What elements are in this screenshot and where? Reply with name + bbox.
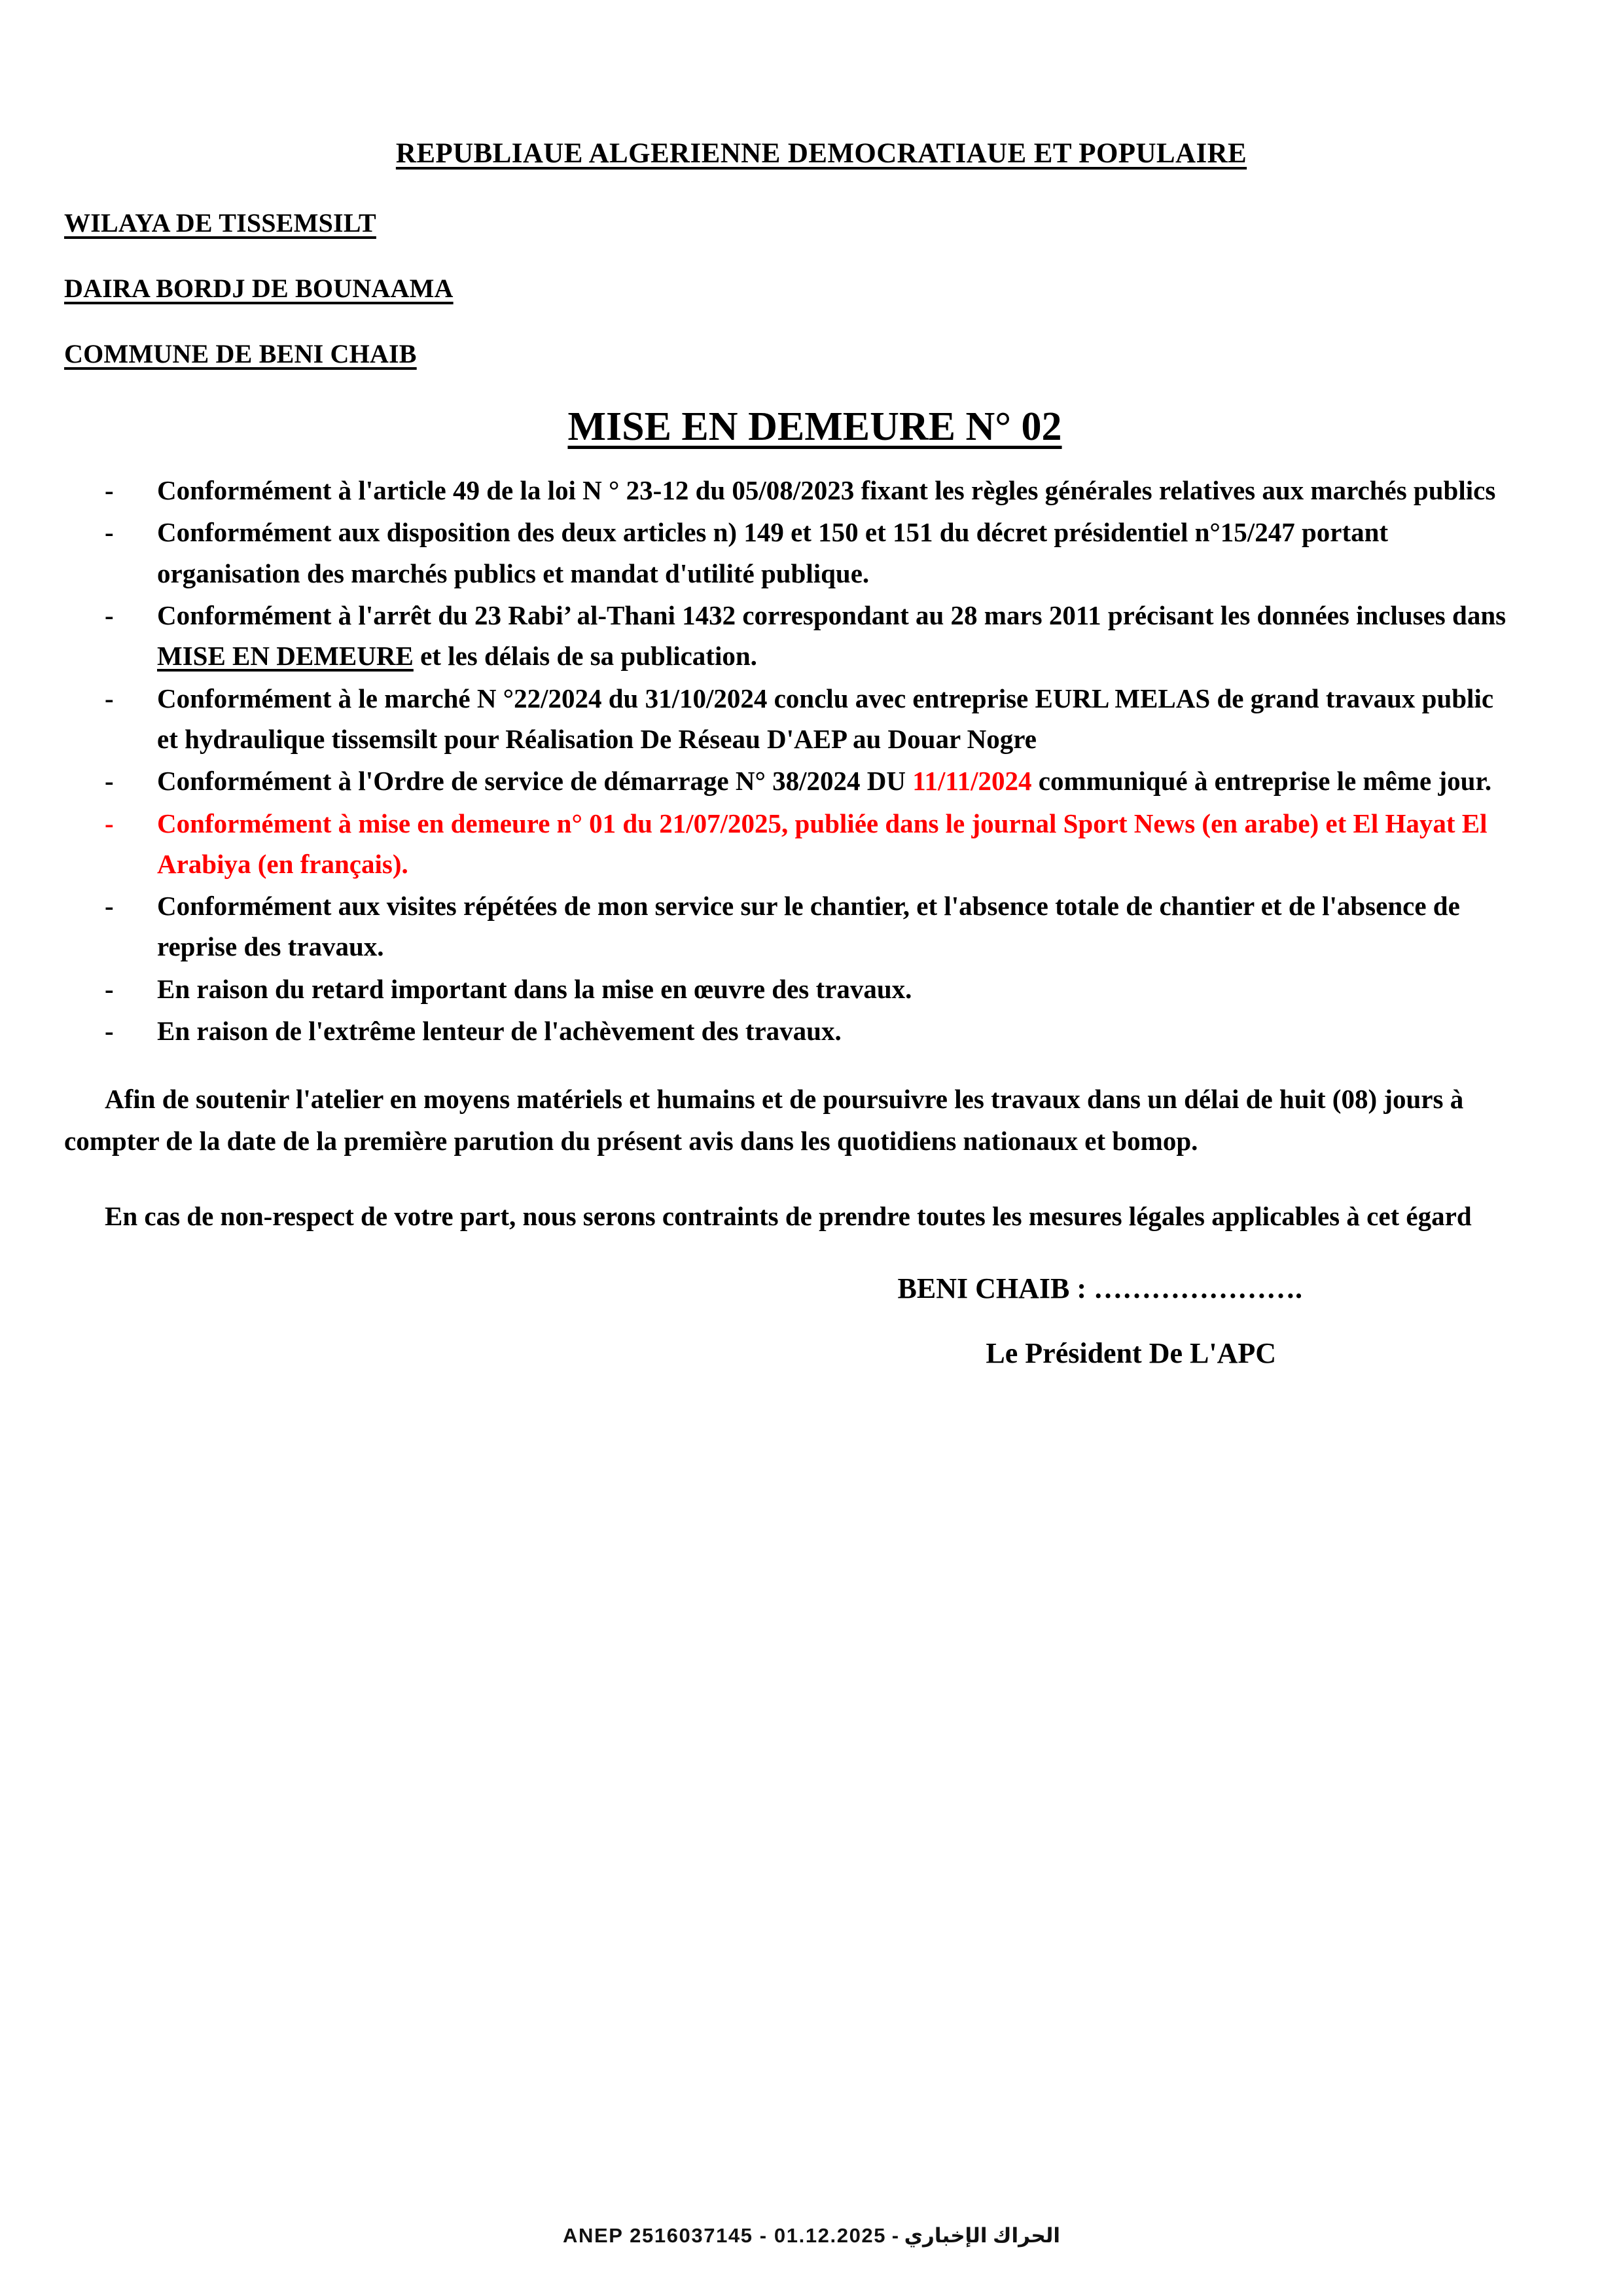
admin-line-wilaya-text: WILAYA DE TISSEMSILT xyxy=(64,208,376,238)
clause-item xyxy=(97,470,1518,511)
page-title-text: MISE EN DEMEURE N° 02 xyxy=(567,404,1062,449)
clause-item xyxy=(97,969,1518,1009)
clause-bullet-dash: - xyxy=(105,475,114,505)
clause-item xyxy=(97,803,1518,885)
clause-text-segment: En raison de l'extrême lenteur de l'achèvement des travaux. xyxy=(157,1016,842,1047)
page-footer xyxy=(0,2224,1623,2248)
anep-reference: الحراك الإخباري - ANEP 2516037145 - 01.12.2025 xyxy=(563,2224,1060,2247)
clause-bullet-dash: - xyxy=(105,891,114,922)
clause-list xyxy=(0,470,1623,1051)
signature-place-line: BENI CHAIB : …………………. xyxy=(897,1272,1302,1305)
admin-line-daira-text: DAIRA BORDJ DE BOUNAAMA xyxy=(64,274,454,303)
clause-item xyxy=(97,886,1518,967)
clause-text-segment: Conformément à le marché N °22/2024 du 31/10/2024 conclu avec entreprise EURL MELAS de grand travaux public et hydraulique tissemsilt pour Réalisation De Réseau D'AEP au Douar Nogre xyxy=(157,683,1494,754)
clause-text-segment: Conformément à l'Ordre de service de démarrage N° 38/2024 DU xyxy=(157,766,913,797)
administrative-hierarchy xyxy=(0,207,1623,369)
clause-bullet-dash: - xyxy=(105,766,114,797)
national-title xyxy=(0,137,1623,170)
clause-item xyxy=(97,1011,1518,1051)
clause-item xyxy=(97,595,1518,677)
clause-bullet-dash: - xyxy=(105,973,114,1004)
signature-role: Le Président De L'APC xyxy=(986,1337,1276,1370)
clause-text-segment: et les délais de sa publication. xyxy=(413,641,757,672)
clause-item xyxy=(97,678,1518,760)
national-title-text: REPUBLIAUE ALGERIENNE DEMOCRATIAUE ET POPULAIRE xyxy=(395,138,1247,169)
clause-bullet-dash: - xyxy=(105,517,114,548)
clause-bullet-dash: - xyxy=(105,808,114,838)
clause-item xyxy=(97,512,1518,594)
clause-item xyxy=(97,761,1518,801)
clause-text-segment: communiqué à entreprise le même jour. xyxy=(1031,766,1492,797)
admin-line-commune xyxy=(64,338,1623,369)
admin-line-wilaya xyxy=(64,207,1623,238)
clause-text-segment: Conformément à l'article 49 de la loi N ° 23-12 du 05/08/2023 fixant les règles générales relatives aux marchés publics xyxy=(157,475,1496,505)
page-title xyxy=(0,404,1623,450)
admin-line-commune-text: COMMUNE DE BENI CHAIB xyxy=(64,339,417,368)
clause-text-segment: Conformément aux disposition des deux articles n) 149 et 150 et 151 du décret présidentiel n°15/247 portant organisation des marchés publics et mandat d'utilité publique. xyxy=(157,517,1389,588)
clause-text-segment: MISE EN DEMEURE xyxy=(157,641,414,672)
clause-text-segment: Conformément à mise en demeure n° 01 du 21/07/2025, publiée dans le journal Sport News (en arabe) et El Hayat El Arabiya (en français). xyxy=(157,808,1488,879)
clause-text-segment: 11/11/2024 xyxy=(912,766,1032,797)
paragraph-deadline: Afin de soutenir l'atelier en moyens matériels et humains et de poursuivre les travaux dans un délai de huit (08) jours à compter de la date de la première parution du présent avis dans les quotidiens nationaux et bomop. xyxy=(64,1084,1464,1156)
document-header xyxy=(0,0,1623,369)
signature-block xyxy=(0,1272,1623,1370)
admin-line-daira xyxy=(64,273,1623,304)
paragraph-consequences: En cas de non-respect de votre part, nous serons contraints de prendre toutes les mesures légales applicables à cet égard xyxy=(105,1201,1472,1232)
clause-bullet-dash: - xyxy=(105,600,114,630)
body-paragraphs xyxy=(0,1079,1623,1238)
clause-text-segment: Conformément à l'arrêt du 23 Rabi’ al-Thani 1432 correspondant au 28 mars 2011 précisant les données incluses dans xyxy=(157,600,1507,630)
clause-text-segment: En raison du retard important dans la mise en œuvre des travaux. xyxy=(157,973,912,1004)
clause-bullet-dash: - xyxy=(105,1016,114,1047)
clause-bullet-dash: - xyxy=(105,683,114,713)
clause-text-segment: Conformément aux visites répétées de mon service sur le chantier, et l'absence totale de chantier et de l'absence de reprise des travaux. xyxy=(157,891,1460,962)
